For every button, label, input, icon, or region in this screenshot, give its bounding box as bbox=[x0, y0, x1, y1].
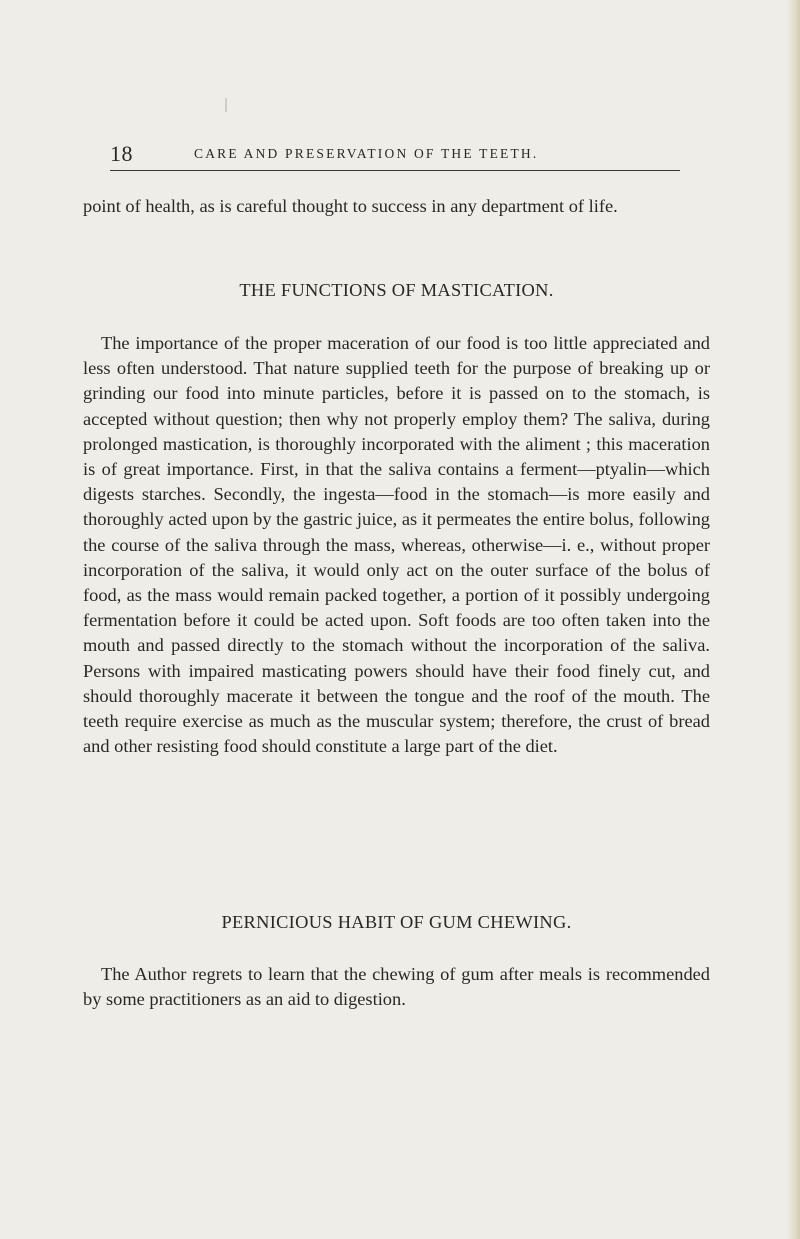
section-heading-gum-chewing: PERNICIOUS HABIT OF GUM CHEWING. bbox=[221, 912, 572, 932]
section-paragraph-gum-chewing: The Author regrets to learn that the chewing of gum after meals is recommended by some practitioners as an aid to digestion. bbox=[83, 964, 710, 1010]
section-paragraph-mastication: The importance of the proper maceration of our food is too little appreciated and less often understood. That nature supplied teeth for the purpose of breaking up or grinding our food into minute particles, before it is passed on to the stomach, is accepted without question; then why not properly employ them? The saliva, during prolonged mastication, is thoroughly incorporated with the aliment ; this maceration is of great importance. First, in that the saliva contains a ferment—ptyalin—which digests starches. Secondly, the ingesta—food in the stomach—is more easily and thoroughly acted upon by the gastric juice, as it permeates the entire bolus, following the course of the saliva through the mass, whereas, otherwise—i. e., without proper incorporation of the saliva, it would only act on the outer surface of the bolus of food, as the mass would remain packed together, a portion of it possibly undergoing fermentation before it could be acted upon. Soft foods are too often taken into the mouth and passed directly to the stomach without the incorporation of the saliva. Persons with impaired masticating powers should have their food finely cut, and should thoroughly macerate it between the tongue and the roof of the mouth. The teeth require exercise as much as the muscular system; therefore, the crust of bread and other resisting food should constitute a large part of the diet. bbox=[83, 333, 710, 757]
page-smudge bbox=[225, 98, 227, 112]
header-rule bbox=[110, 170, 680, 171]
running-title: CARE AND PRESERVATION OF THE TEETH. bbox=[194, 146, 539, 161]
page-edge-shadow bbox=[786, 0, 800, 1239]
section-heading-mastication: THE FUNCTIONS OF MASTICATION. bbox=[239, 280, 554, 300]
continued-paragraph: point of health, as is careful thought to success in any department of life. bbox=[83, 196, 618, 216]
page-number: 18 bbox=[110, 141, 133, 166]
running-head bbox=[110, 140, 680, 168]
